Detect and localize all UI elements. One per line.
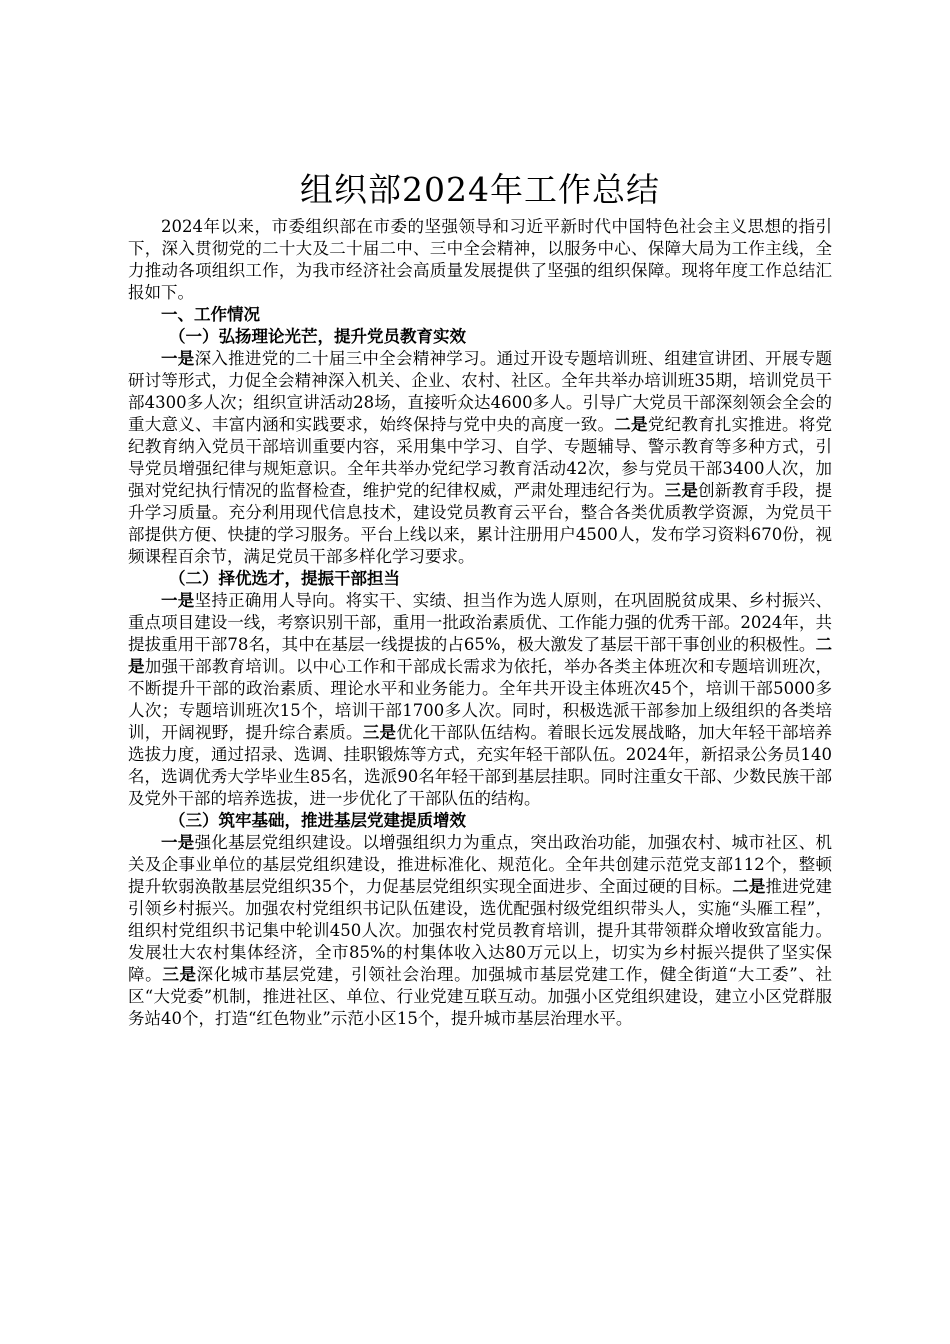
point-label: 三是 [362, 723, 397, 742]
point-text: 深化城市基层党建，引领社会治理。加强城市基层党建工作，健全街道“大工委”、社区“大党委”机制，推进社区、单位、行业党建互联互动。加强小区党组织建设，建立小区党群服务站40个，打造“红色物业”示范小区15个，提升城市基层治理水平。 [128, 965, 833, 1028]
intro-paragraph: 2024年以来，市委组织部在市委的坚强领导和习近平新时代中国特色社会主义思想的指引下，深入贯彻党的二十大及二十届二中、三中全会精神，以服务中心、保障大局为工作主线，全力推动各项组织工作，为我市经济社会高质量发展提供了坚强的组织保障。现将年度工作总结汇报如下。 [128, 217, 832, 302]
document-title: 组织部2024年工作总结 [300, 170, 660, 209]
point-label: 一是 [161, 349, 195, 368]
subsection-2-body [128, 590, 832, 810]
point-label: 二是 [614, 415, 648, 434]
point-text: 坚持正确用人导向。将实干、实绩、担当作为选人原则，在巩固脱贫成果、乡村振兴、重点项目建设一线，考察识别干部，重用一批政治素质优、工作能力强的优秀干部。2024年，共提拔重用干部78名，其中在基层一线提拔的占65%，极大激发了基层干部干事创业的积极性。 [128, 591, 833, 654]
point-label: 二是 [128, 635, 832, 676]
point-text: 党纪教育扎实推进。将党纪教育纳入党员干部培训重要内容，采用集中学习、自学、专题辅导、警示教育等多种方式，引导党员增强纪律与规矩意识。全年共举办党纪学习教育活动42次，参与党员干部3400人次，加强对党纪执行情况的监督检查，维护党的纪律权威，严肃处理违纪行为。 [128, 415, 833, 500]
subsection-heading-1: （一）弘扬理论光芒，提升党员教育实效 [169, 327, 466, 346]
point-text: 深入推进党的二十届三中全会精神学习。通过开设专题培训班、组建宣讲团、开展专题研讨等形式，力促全会精神深入机关、企业、农村、社区。全年共举办培训班35期，培训党员干部4300多人次；组织宣讲活动28场，直接听众达4600多人。引导广大党员干部深刻领会全会的重大意义、丰富内涵和实践要求，始终保持与党中央的高度一致。 [128, 349, 833, 434]
subsection-1-body [128, 348, 832, 568]
point-label: 三是 [664, 481, 699, 500]
point-text: 加强干部教育培训。以中心工作和干部成长需求为依托，举办各类主体班次和专题培训班次，不断提升干部的政治素质、理论水平和业务能力。全年共开设主体班次45个，培训干部5000多人次；专题培训班次15个，培训干部1700多人次。同时，积极选派干部参加上级组织的各类培训，开阔视野，提升综合素质。 [128, 657, 833, 742]
point-label: 一是 [161, 591, 195, 610]
point-text: 创新教育手段，提升学习质量。充分利用现代信息技术，建设党员教育云平台，整合各类优质教学资源，为党员干部提供方便、快捷的学习服务。平台上线以来，累计注册用户4500人，发布学习资料670份，视频课程百余节，满足党员干部多样化学习要求。 [128, 481, 833, 566]
point-text: 推进党建引领乡村振兴。加强农村党组织书记队伍建设，选优配强村级党组织带头人，实施“头雁工程”，组织村党组织书记集中轮训450人次。加强农村党员教育培训，提升其带领群众增收致富能力。发展壮大农村集体经济，全市85%的村集体收入达80万元以上，切实为乡村振兴提供了坚实保障。 [128, 877, 833, 984]
point-label: 三是 [162, 965, 197, 984]
point-text: 优化干部队伍结构。着眼长远发展战略，加大年轻干部培养选拔力度，通过招录、选调、挂职锻炼等方式，充实年轻干部队伍。2024年，新招录公务员140名，选调优秀大学毕业生85名，选派90名年轻干部到基层挂职。同时注重女干部、少数民族干部及党外干部的培养选拔，进一步优化了干部队伍的结构。 [128, 723, 833, 808]
subsection-heading-3: （三）筑牢基础，推进基层党建提质增效 [169, 811, 466, 830]
point-label: 二是 [732, 877, 766, 896]
subsection-3-body [128, 832, 832, 1030]
section-heading-work-status: 一、工作情况 [161, 305, 260, 324]
point-label: 一是 [161, 833, 195, 852]
point-text: 强化基层党组织建设。以增强组织力为重点，突出政治功能，加强农村、城市社区、机关及企事业单位的基层党组织建设，推进标准化、规范化。全年共创建示范党支部112个，整顿提升软弱涣散基层党组织35个，力促基层党组织实现全面进步、全面过硬的目标。 [128, 833, 833, 896]
subsection-heading-2: （二）择优选才，提振干部担当 [169, 569, 400, 588]
